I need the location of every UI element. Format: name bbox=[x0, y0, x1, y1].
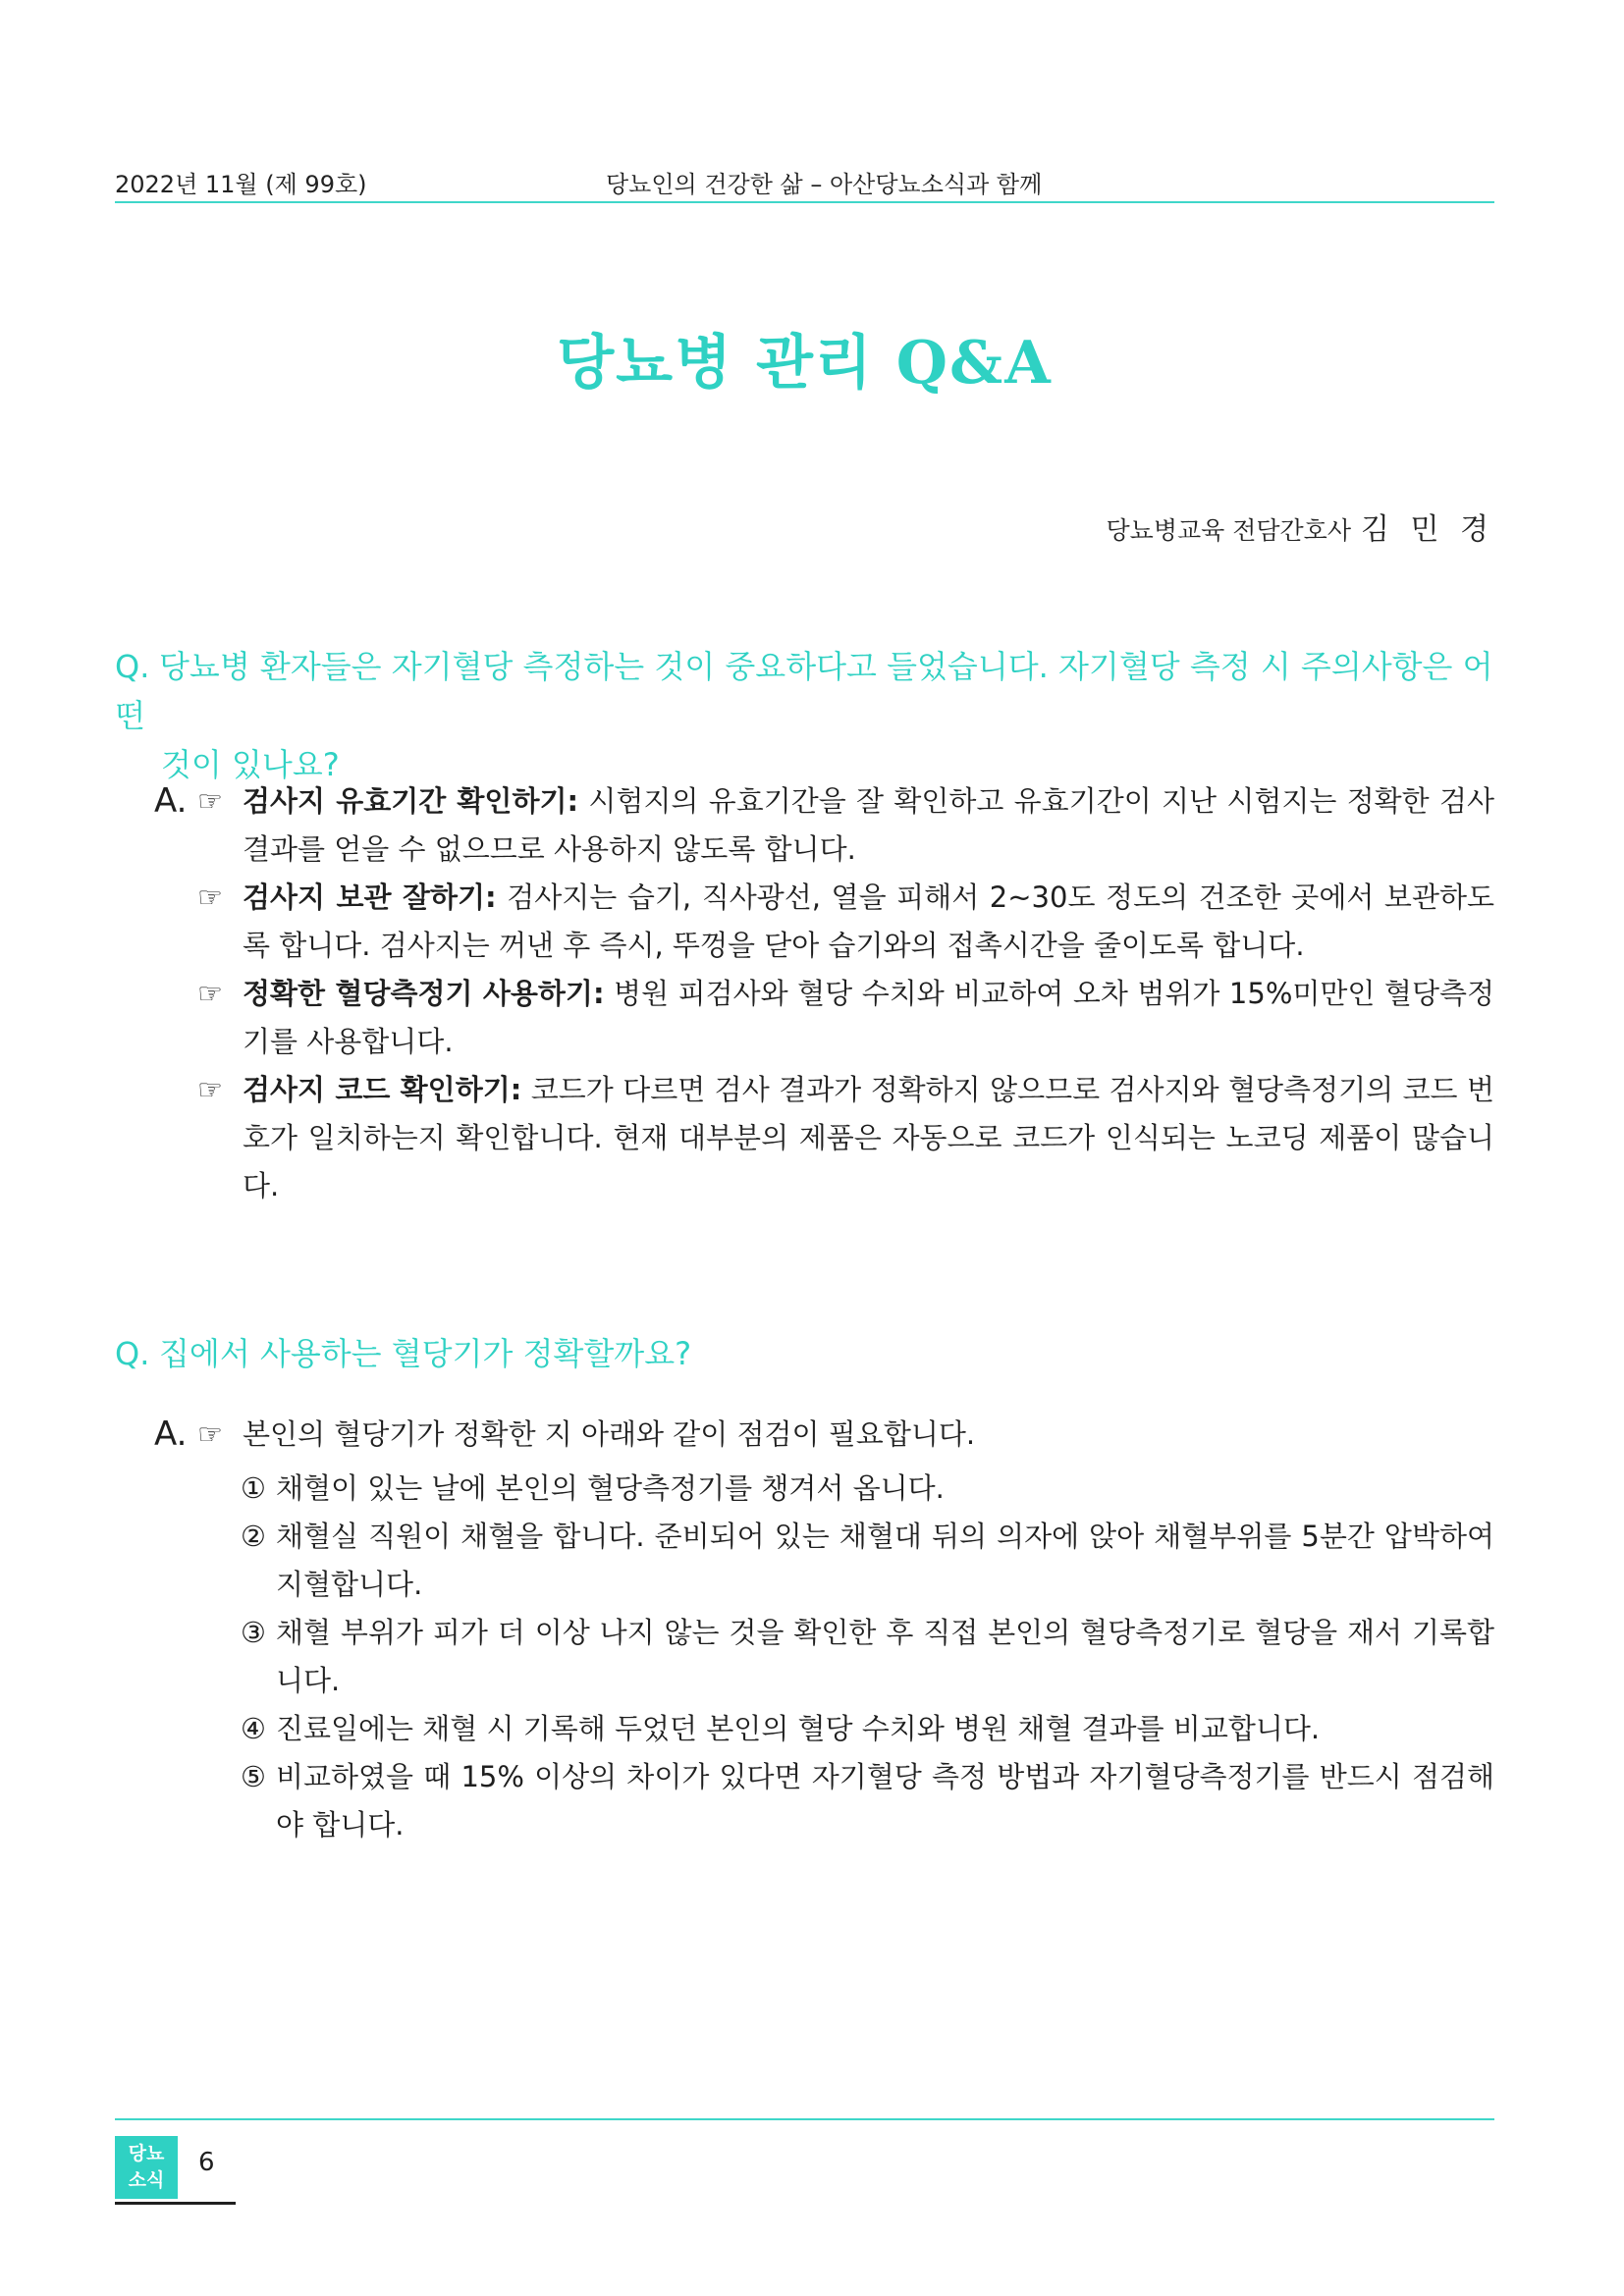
answer-prefix: A. bbox=[154, 1415, 188, 1454]
point-title: 검사지 보관 잘하기: bbox=[243, 881, 497, 914]
step-text: 채혈이 있는 날에 본인의 혈당측정기를 챙겨서 옵니다. bbox=[276, 1471, 945, 1505]
intro-text: 본인의 혈당기가 정확한 지 아래와 같이 점검이 필요합니다. bbox=[243, 1417, 976, 1451]
step-number: ③ bbox=[241, 1616, 266, 1649]
step-text: 채혈실 직원이 채혈을 합니다. 준비되어 있는 채혈대 뒤의 의자에 앉아 채혈부위를 5분간 압박하여 지혈합니다. bbox=[276, 1520, 1494, 1601]
series-title: 당뇨인의 건강한 삶 – 아산당뇨소식과 함께 bbox=[606, 171, 1043, 198]
point-body: 검사지는 습기, 직사광선, 열을 피해서 2~30도 정도의 건조한 곳에서 보관하도록 합니다. 검사지는 꺼낸 후 즉시, 뚜껑을 닫아 습기와의 접촉시간을 줄이도록 합니다. bbox=[243, 881, 1494, 962]
pointing-hand-icon: ☞ bbox=[197, 1417, 223, 1451]
question-text: 당뇨병 환자들은 자기혈당 측정하는 것이 중요하다고 들었습니다. 자기혈당 측정 시 주의사항은 어떤 bbox=[115, 648, 1493, 734]
step-item bbox=[154, 1705, 1494, 1753]
answer-point bbox=[154, 874, 1494, 970]
question-text-continued: 것이 있나요? bbox=[161, 746, 340, 783]
step-item bbox=[154, 1465, 1494, 1513]
answer-2 bbox=[154, 1411, 1494, 1849]
question-2 bbox=[115, 1329, 1494, 1378]
question-prefix: Q. bbox=[115, 1335, 150, 1372]
answer-point bbox=[154, 777, 1494, 874]
step-number: ① bbox=[241, 1471, 266, 1505]
point-body: 병원 피검사와 혈당 수치와 비교하여 오차 범위가 15%미만인 혈당측정기를 사용합니다. bbox=[243, 977, 1494, 1058]
footer-underline bbox=[115, 2202, 236, 2205]
answer-point bbox=[154, 970, 1494, 1066]
point-title: 검사지 코드 확인하기: bbox=[243, 1073, 522, 1106]
pointing-hand-icon: ☞ bbox=[197, 977, 223, 1010]
page-number: 6 bbox=[198, 2148, 215, 2177]
answer-intro bbox=[154, 1411, 1494, 1459]
badge-line-2: 소식 bbox=[128, 2169, 165, 2191]
pointing-hand-icon: ☞ bbox=[197, 881, 223, 914]
page-title: 당뇨병 관리 Q&A bbox=[557, 329, 1053, 398]
step-text: 비교하였을 때 15% 이상의 차이가 있다면 자기혈당 측정 방법과 자기혈당측정기를 반드시 점검해야 합니다. bbox=[276, 1760, 1494, 1842]
step-text: 채혈 부위가 피가 더 이상 나지 않는 것을 확인한 후 직접 본인의 혈당측정기로 혈당을 재서 기록합니다. bbox=[276, 1616, 1494, 1697]
author-role: 당뇨병교육 전담간호사 bbox=[1106, 516, 1351, 545]
question-prefix: Q. bbox=[115, 648, 150, 685]
question-text: 집에서 사용하는 혈당기가 정확할까요? bbox=[159, 1335, 692, 1372]
answer-prefix: A. bbox=[154, 781, 188, 821]
header-divider bbox=[115, 201, 1494, 203]
author-byline bbox=[1107, 505, 1494, 548]
pointing-hand-icon: ☞ bbox=[197, 784, 223, 818]
newsletter-badge bbox=[115, 2136, 178, 2199]
footer-divider bbox=[115, 2118, 1494, 2120]
step-number: ② bbox=[241, 1520, 266, 1553]
point-body: 시험지의 유효기간을 잘 확인하고 유효기간이 지난 시험지는 정확한 검사 결과를 얻을 수 없으므로 사용하지 않도록 합니다. bbox=[243, 784, 1495, 866]
issue-label: 2022년 11월 (제 99호) bbox=[115, 171, 367, 198]
step-number: ④ bbox=[241, 1712, 266, 1745]
pointing-hand-icon: ☞ bbox=[197, 1073, 223, 1106]
step-number: ⑤ bbox=[241, 1760, 266, 1793]
step-text: 진료일에는 채혈 시 기록해 두었던 본인의 혈당 수치와 병원 채혈 결과를 비교합니다. bbox=[276, 1712, 1321, 1745]
point-title: 정확한 혈당측정기 사용하기: bbox=[243, 977, 605, 1010]
answer-point bbox=[154, 1066, 1494, 1210]
author-name: 김 민 경 bbox=[1360, 512, 1494, 547]
question-1 bbox=[115, 642, 1494, 789]
answer-1 bbox=[154, 777, 1494, 1210]
badge-line-1: 당뇨 bbox=[128, 2143, 165, 2164]
point-body: 코드가 다르면 검사 결과가 정확하지 않으므로 검사지와 혈당측정기의 코드 번호가 일치하는지 확인합니다. 현재 대부분의 제품은 자동으로 코드가 인식되는 노코딩 제품이 많습니다. bbox=[243, 1073, 1494, 1202]
step-item bbox=[154, 1513, 1494, 1609]
point-title: 검사지 유효기간 확인하기: bbox=[243, 784, 579, 818]
step-item bbox=[154, 1753, 1494, 1849]
step-item bbox=[154, 1609, 1494, 1705]
